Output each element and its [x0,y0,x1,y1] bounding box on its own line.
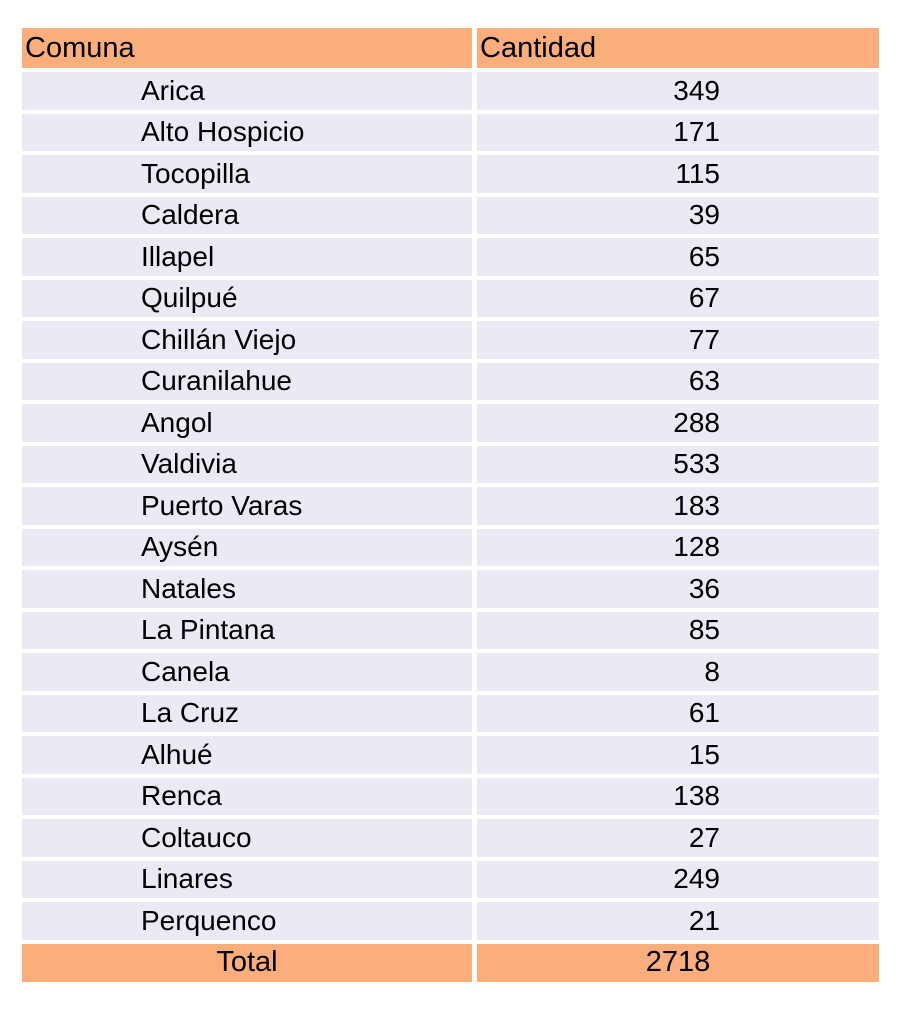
table-row [22,404,879,442]
cantidad-cell: 15 [477,736,879,774]
cantidad-cell: 65 [477,238,879,276]
comuna-cell: Linares [22,861,472,899]
cantidad-cell: 171 [477,114,879,152]
comuna-cell: La Pintana [22,612,472,650]
cantidad-cell: 61 [477,695,879,733]
table-row [22,363,879,401]
table-row [22,487,879,525]
comuna-cell: Aysén [22,529,472,567]
cantidad-cell: 128 [477,529,879,567]
table-row [22,902,879,940]
table-row [22,778,879,816]
table-row [22,736,879,774]
table-row [22,446,879,484]
comuna-cell: Angol [22,404,472,442]
cantidad-cell: 67 [477,280,879,318]
comuna-cell: Natales [22,570,472,608]
cantidad-cell: 138 [477,778,879,816]
table-row [22,238,879,276]
comuna-cell: Chillán Viejo [22,321,472,359]
cantidad-cell: 8 [477,653,879,691]
comuna-cell: Illapel [22,238,472,276]
comuna-cell: Quilpué [22,280,472,318]
cantidad-cell: 85 [477,612,879,650]
comuna-cantidad-table [22,28,879,982]
table-body [22,72,879,940]
cantidad-cell: 349 [477,72,879,110]
comuna-cell: Alhué [22,736,472,774]
comuna-cell: Arica [22,72,472,110]
comuna-cell: Curanilahue [22,363,472,401]
table-header-row [22,28,879,68]
cantidad-cell: 39 [477,197,879,235]
table-row [22,280,879,318]
comuna-cell: Puerto Varas [22,487,472,525]
total-label: Total [22,944,472,982]
cantidad-cell: 183 [477,487,879,525]
comuna-cell: La Cruz [22,695,472,733]
total-value: 2718 [477,944,879,982]
table-row [22,695,879,733]
table-row [22,861,879,899]
cantidad-cell: 249 [477,861,879,899]
comuna-cell: Caldera [22,197,472,235]
cantidad-cell: 36 [477,570,879,608]
comuna-cell: Valdivia [22,446,472,484]
table-row [22,819,879,857]
cantidad-cell: 63 [477,363,879,401]
table-total-row [22,944,879,982]
comuna-cell: Perquenco [22,902,472,940]
comuna-cell: Coltauco [22,819,472,857]
table-row [22,321,879,359]
table-row [22,570,879,608]
table-row [22,612,879,650]
cantidad-cell: 77 [477,321,879,359]
cantidad-cell: 533 [477,446,879,484]
cantidad-cell: 21 [477,902,879,940]
comuna-cell: Renca [22,778,472,816]
cantidad-cell: 288 [477,404,879,442]
column-header-cantidad: Cantidad [477,28,879,68]
comuna-cell: Canela [22,653,472,691]
table-row [22,653,879,691]
comuna-cell: Alto Hospicio [22,114,472,152]
table-row [22,72,879,110]
table-row [22,114,879,152]
cantidad-cell: 27 [477,819,879,857]
column-header-comuna: Comuna [22,28,472,68]
table-row [22,155,879,193]
cantidad-cell: 115 [477,155,879,193]
table-row [22,197,879,235]
comuna-cell: Tocopilla [22,155,472,193]
table-row [22,529,879,567]
